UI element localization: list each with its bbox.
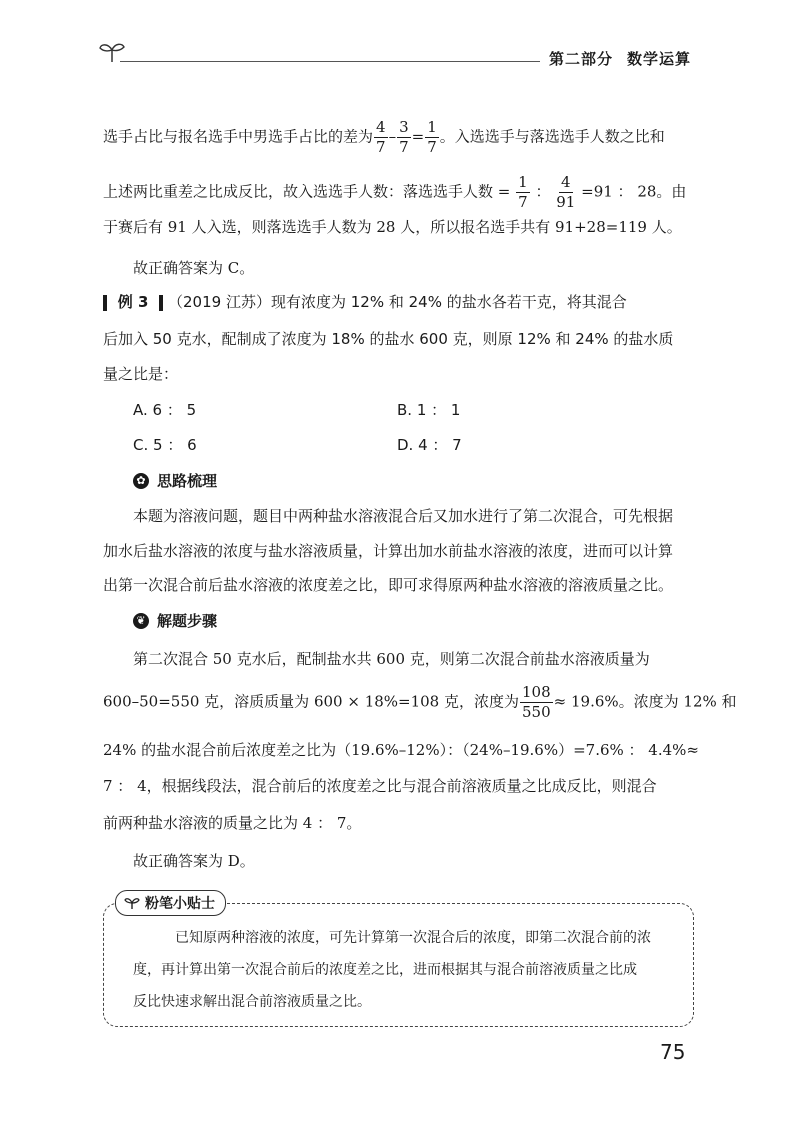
section-solution-heading: ❦ 解题步骤 bbox=[133, 610, 217, 631]
header-part: 第二部分 bbox=[549, 50, 614, 68]
example-bar-right bbox=[159, 295, 163, 311]
example-text: （2019 江苏）现有浓度为 12% 和 24% 的盐水各若干克，将其混合 bbox=[168, 293, 627, 311]
fraction: $\frac{108}{550}$ bbox=[522, 683, 551, 721]
solution-line-2: 600–50=550 克，溶质质量为 600 × 18%=108 克，浓度为 $\frac{108}{550}$ ≈ 19.6%。浓度为 12% 和 bbox=[103, 683, 737, 721]
solution-line-5: 前两种盐水溶液的质量之比为 4 ： 7。 bbox=[103, 814, 362, 832]
fraction: $\frac{4}{91}$ bbox=[556, 173, 576, 211]
p1-line-3: 于赛后有 91 人入选，则落选选手人数为 28 人，所以报名选手共有 91+28=119 人。 bbox=[103, 218, 682, 236]
header-rule bbox=[120, 61, 540, 62]
section-thinking-heading: ✿ 思路梳理 bbox=[133, 470, 217, 491]
option-c: C. 5 ： 6 bbox=[133, 436, 197, 454]
example-3-line-1 bbox=[103, 291, 627, 312]
option-b: B. 1 ： 1 bbox=[397, 401, 461, 419]
sprout-icon bbox=[124, 896, 140, 910]
example-bar-left bbox=[103, 295, 107, 311]
header-title bbox=[549, 48, 691, 69]
tip-line-2: 度，再计算出第一次混合前后的浓度差之比，进而根据其与混合前溶液质量之比成 bbox=[133, 962, 637, 978]
option-d: D. 4 ： 7 bbox=[397, 436, 462, 454]
solution-line-4: 7 ： 4，根据线段法，混合前后的浓度差之比与混合前溶液质量之比成反比，则混合 bbox=[103, 777, 657, 795]
solution-line-1: 第二次混合 50 克水后，配制盐水共 600 克，则第二次混合前盐水溶液质量为 bbox=[133, 650, 650, 668]
fraction: $\frac{4}{7}$ bbox=[376, 118, 386, 156]
fraction: $\frac{1}{7}$ bbox=[427, 118, 437, 156]
thinking-line-1: 本题为溶液问题，题目中两种盐水溶液混合后又加水进行了第二次混合，可先根据 bbox=[133, 507, 674, 525]
fraction: $\frac{3}{7}$ bbox=[399, 118, 409, 156]
p1-line-2: 上述两比重差之比成反比，故入选选手人数：落选选手人数 = $\frac{1}{7}$ ： $\frac{4}{91}$ =91 ： 28。由 bbox=[103, 173, 687, 211]
solution-line-3: 24% 的盐水混合前后浓度差之比为（19.6%–12%）：（24%–19.6%）=7.6% ： 4.4%≈ bbox=[103, 741, 699, 759]
tip-line-3: 反比快速求解出混合前溶液质量之比。 bbox=[133, 994, 371, 1010]
header-subject: 数学运算 bbox=[627, 50, 692, 68]
solution-answer: 故正确答案为 D。 bbox=[133, 852, 255, 870]
option-a: A. 6 ： 5 bbox=[133, 401, 197, 419]
thinking-line-3: 出第一次混合前后盐水溶液的浓度差之比，即可求得原两种盐水溶液的溶液质量之比。 bbox=[103, 576, 674, 594]
example-3-line-2: 后加入 50 克水，配制成了浓度为 18% 的盐水 600 克，则原 12% 和 24% 的盐水质 bbox=[103, 330, 674, 348]
example-label: 例 3 bbox=[117, 293, 149, 311]
p1-line-1: 选手占比与报名选手中男选手占比的差为 $\frac{4}{7}$ – $\frac{3}{7}$ = $\frac{1}{7}$ 。入选选手与落选选手人数之比和 bbox=[103, 118, 665, 156]
flower-icon: ✿ bbox=[133, 473, 149, 489]
p1-text: 选手占比与报名选手中男选手占比的差为 bbox=[103, 127, 374, 146]
thinking-line-2: 加水后盐水溶液的浓度与盐水溶液质量，计算出加水前盐水溶液的浓度，进而可以计算 bbox=[103, 542, 674, 560]
tip-label: 粉笔小贴士 bbox=[115, 890, 226, 916]
tip-line-1: 已知原两种溶液的浓度，可先计算第一次混合后的浓度，即第二次混合前的浓 bbox=[175, 930, 651, 946]
fraction: $\frac{1}{7}$ bbox=[518, 173, 528, 211]
p1-answer: 故正确答案为 C。 bbox=[133, 259, 255, 277]
page-number: 75 bbox=[660, 1040, 686, 1064]
example-3-line-3: 量之比是： bbox=[103, 365, 179, 383]
leaf-icon: ❦ bbox=[133, 613, 149, 629]
